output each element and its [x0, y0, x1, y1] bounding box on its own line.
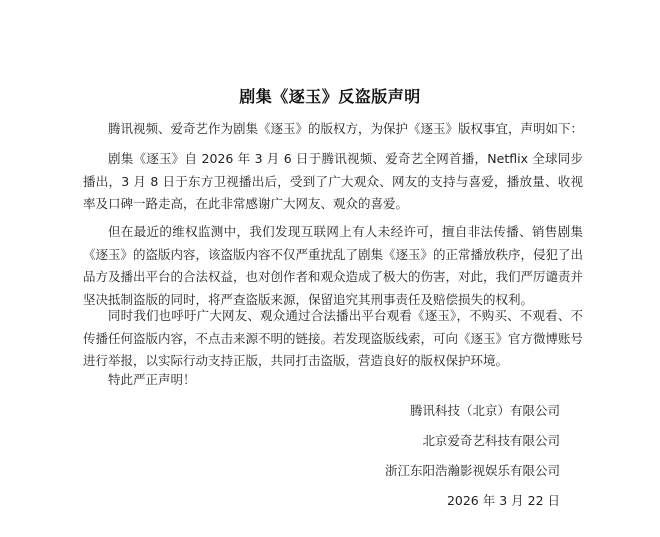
signatory-iqiyi: 北京爱奇艺科技有限公司: [422, 433, 560, 448]
paragraph-broadcast: 剧集《逐玉》自 2026 年 3 月 6 日于腾讯视频、爱奇艺全网首播，Netflix 全球同步播出，3 月 8 日于东方卫视播出后，受到了广大观众、网友的支持与喜爱，播放量、收视率及口碑一路走高，在此非常感谢广大网友、观众的喜爱。: [83, 151, 583, 211]
signatory-haohan: 浙江东阳浩瀚影视娱乐有限公司: [384, 463, 560, 478]
paragraph-piracy: 但在最近的维权监测中，我们发现互联网上有人未经许可，擅自非法传播、销售剧集《逐玉》的盗版内容，该盗版内容不仅严重扰乱了剧集《逐玉》的正常播放秩序，侵犯了出品方及播出平台的合法权益，也对创作者和观众造成了极大的伤害，对此，我们严厉谴责并坚决抵制盗版的同时，将严查盗版来源，保留追究其刑事责任及赔偿损失的权利。: [83, 224, 584, 307]
statement-date: 2026 年 3 月 22 日: [446, 493, 560, 508]
document-title: 剧集《逐玉》反盗版声明: [239, 87, 421, 106]
paragraph-intro: 腾讯视频、爱奇艺作为剧集《逐玉》的版权方，为保护《逐玉》版权事宜，声明如下：: [108, 121, 584, 136]
paragraph-appeal: 同时我们也呼吁广大网友、观众通过合法播出平台观看《逐玉》，不购买、不观看、不传播任何盗版内容，不点击来源不明的链接。若发现盗版线索，可向《逐玉》官方微博账号进行举报，以实际行动支持正版，共同打击盗版，营造良好的版权保护环境。: [83, 308, 584, 368]
paragraph-closing: 特此严正声明！: [108, 372, 196, 387]
signatory-tencent: 腾讯科技（北京）有限公司: [409, 403, 560, 418]
